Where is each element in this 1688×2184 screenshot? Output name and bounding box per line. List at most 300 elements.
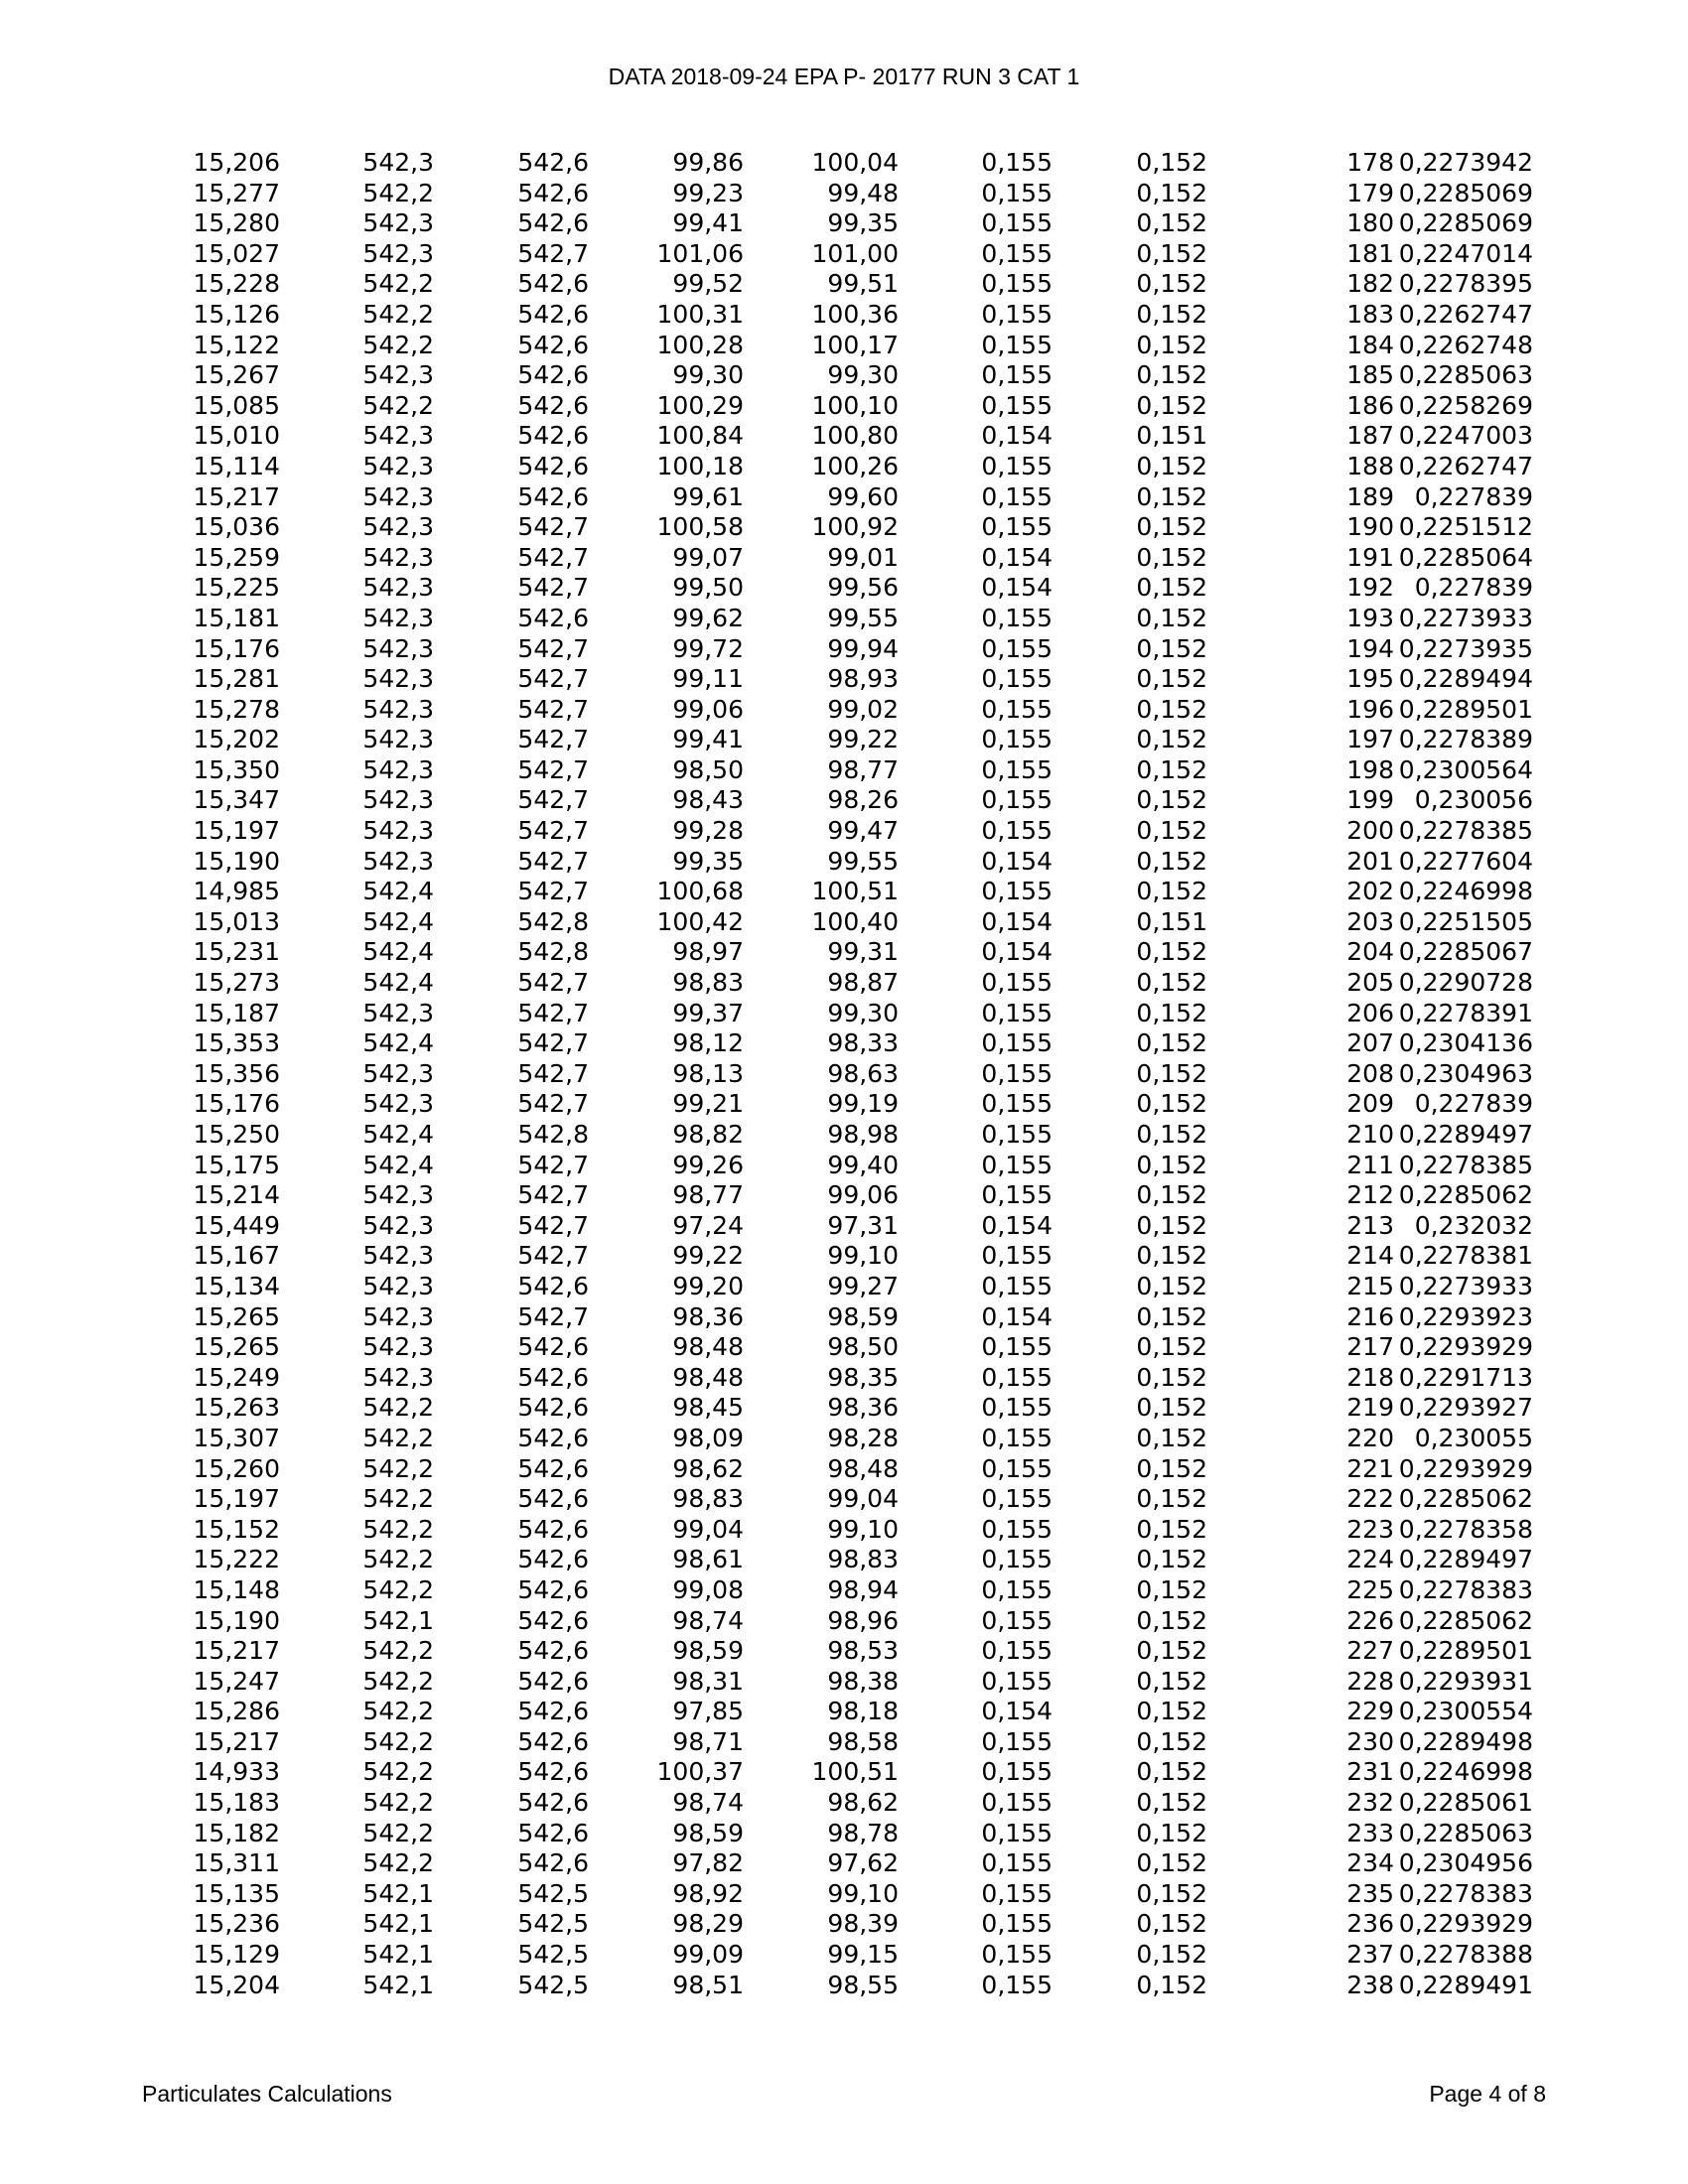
- table-cell: 0,2251505: [1398, 906, 1533, 936]
- table-cell: 0,2273935: [1398, 633, 1533, 663]
- table-cell: 100,92: [811, 512, 899, 542]
- table-cell: 0,152: [1136, 1574, 1207, 1604]
- table-cell: 99,21: [672, 1089, 744, 1119]
- table-cell: 99,22: [672, 1241, 744, 1271]
- table-cell: 15,134: [193, 1271, 280, 1300]
- table-cell: 98,96: [827, 1605, 899, 1635]
- table-cell: 0,2285062: [1398, 1484, 1533, 1514]
- table-cell: 542,1: [362, 1970, 434, 1999]
- table-cell: 98,92: [672, 1878, 744, 1908]
- table-cell: 0,152: [1136, 816, 1207, 846]
- table-cell: 189: [1346, 481, 1394, 511]
- table-cell: 0,155: [981, 1028, 1053, 1058]
- table-cell: 0,2247003: [1398, 421, 1533, 451]
- table-cell: 542,3: [362, 481, 434, 511]
- table-cell: 542,6: [517, 1514, 589, 1544]
- table-cell: 542,3: [362, 573, 434, 603]
- table-cell: 0,155: [981, 1423, 1053, 1452]
- table-cell: 542,7: [517, 785, 589, 815]
- table-cell: 0,152: [1136, 299, 1207, 329]
- table-cell: 99,61: [672, 481, 744, 511]
- table-cell: 214: [1346, 1241, 1394, 1271]
- table-cell: 99,40: [827, 1150, 899, 1179]
- table-cell: 0,155: [981, 1453, 1053, 1483]
- table-cell: 98,09: [672, 1423, 744, 1452]
- table-cell: 99,62: [672, 603, 744, 632]
- table-cell: 0,152: [1136, 1423, 1207, 1452]
- table-cell: 542,6: [517, 1453, 589, 1483]
- table-cell: 99,22: [827, 725, 899, 754]
- table-cell: 542,3: [362, 1332, 434, 1362]
- table-row: [185, 999, 1533, 1029]
- table-cell: 15,347: [193, 785, 280, 815]
- table-row: [185, 1636, 1533, 1667]
- table-cell: 0,2258269: [1398, 390, 1533, 420]
- table-cell: 0,2278383: [1398, 1574, 1533, 1604]
- table-row: [185, 968, 1533, 999]
- table-cell: 0,152: [1136, 1058, 1207, 1088]
- table-cell: 98,98: [827, 1120, 899, 1149]
- table-cell: 15,176: [193, 1089, 280, 1119]
- table-cell: 187: [1346, 421, 1394, 451]
- table-row: [185, 1788, 1533, 1819]
- table-cell: 542,4: [362, 968, 434, 998]
- table-row: [185, 877, 1533, 907]
- table-cell: 197: [1346, 725, 1394, 754]
- table-cell: 99,28: [672, 816, 744, 846]
- table-cell: 542,7: [517, 846, 589, 876]
- table-row: [185, 1606, 1533, 1637]
- table-cell: 15,260: [193, 1453, 280, 1483]
- table-cell: 220: [1346, 1423, 1394, 1452]
- table-cell: 542,2: [362, 1726, 434, 1756]
- table-cell: 215: [1346, 1271, 1394, 1300]
- table-cell: 0,2247014: [1398, 238, 1533, 268]
- table-cell: 0,152: [1136, 1514, 1207, 1544]
- table-cell: 99,04: [672, 1514, 744, 1544]
- table-row: [185, 847, 1533, 878]
- table-cell: 0,155: [981, 1574, 1053, 1604]
- table-cell: 0,155: [981, 998, 1053, 1027]
- table-cell: 98,63: [827, 1058, 899, 1088]
- table-cell: 15,259: [193, 542, 280, 572]
- table-cell: 0,155: [981, 785, 1053, 815]
- table-cell: 98,36: [827, 1393, 899, 1423]
- table-cell: 542,3: [362, 603, 434, 632]
- table-cell: 542,3: [362, 1180, 434, 1210]
- table-cell: 0,154: [981, 1210, 1053, 1240]
- table-cell: 224: [1346, 1545, 1394, 1574]
- table-cell: 207: [1346, 1028, 1394, 1058]
- table-cell: 99,30: [827, 998, 899, 1027]
- table-cell: 0,2278389: [1398, 725, 1533, 754]
- table-cell: 0,152: [1136, 512, 1207, 542]
- table-cell: 99,10: [827, 1878, 899, 1908]
- table-cell: 199: [1346, 785, 1394, 815]
- table-cell: 15,187: [193, 998, 280, 1027]
- table-cell: 223: [1346, 1514, 1394, 1544]
- table-cell: 0,152: [1136, 390, 1207, 420]
- table-cell: 542,7: [517, 998, 589, 1027]
- table-row: [185, 1697, 1533, 1727]
- table-cell: 0,152: [1136, 330, 1207, 359]
- table-cell: 542,2: [362, 1818, 434, 1847]
- table-cell: 542,7: [517, 542, 589, 572]
- table-cell: 217: [1346, 1332, 1394, 1362]
- table-cell: 542,7: [517, 1180, 589, 1210]
- table-cell: 542,7: [517, 1058, 589, 1088]
- table-cell: 15,353: [193, 1028, 280, 1058]
- table-row: [185, 1545, 1533, 1575]
- table-cell: 0,2289501: [1398, 1636, 1533, 1666]
- table-cell: 0,155: [981, 299, 1053, 329]
- table-row: [185, 1819, 1533, 1849]
- table-cell: 0,155: [981, 664, 1053, 694]
- table-cell: 0,2273933: [1398, 1271, 1533, 1300]
- table-row: [185, 1454, 1533, 1485]
- table-cell: 0,155: [981, 1878, 1053, 1908]
- table-cell: 98,77: [672, 1180, 744, 1210]
- table-cell: 0,152: [1136, 633, 1207, 663]
- table-cell: 0,152: [1136, 754, 1207, 784]
- table-cell: 0,2293929: [1398, 1909, 1533, 1939]
- table-cell: 190: [1346, 512, 1394, 542]
- table-cell: 180: [1346, 208, 1394, 238]
- table-cell: 0,2285069: [1398, 178, 1533, 207]
- table-cell: 14,933: [193, 1757, 280, 1787]
- table-cell: 542,7: [517, 968, 589, 998]
- table-cell: 99,35: [672, 846, 744, 876]
- table-cell: 15,214: [193, 1180, 280, 1210]
- table-cell: 542,3: [362, 816, 434, 846]
- table-cell: 100,40: [811, 906, 899, 936]
- table-cell: 0,154: [981, 573, 1053, 603]
- table-cell: 0,152: [1136, 481, 1207, 511]
- table-row: [185, 208, 1533, 239]
- table-cell: 0,2278395: [1398, 269, 1533, 299]
- table-cell: 0,152: [1136, 1120, 1207, 1149]
- table-cell: 194: [1346, 633, 1394, 663]
- table-cell: 0,155: [981, 1848, 1053, 1878]
- data-table-body: [185, 148, 1533, 2000]
- table-cell: 99,55: [827, 603, 899, 632]
- table-cell: 100,80: [811, 421, 899, 451]
- table-cell: 0,155: [981, 1970, 1053, 1999]
- table-cell: 542,6: [517, 1788, 589, 1818]
- table-cell: 196: [1346, 694, 1394, 724]
- table-cell: 542,2: [362, 1848, 434, 1878]
- table-cell: 0,151: [1136, 421, 1207, 451]
- table-cell: 0,155: [981, 1241, 1053, 1271]
- table-cell: 98,26: [827, 785, 899, 815]
- table-cell: 15,202: [193, 725, 280, 754]
- table-cell: 99,52: [672, 269, 744, 299]
- table-cell: 0,152: [1136, 269, 1207, 299]
- table-cell: 98,50: [827, 1332, 899, 1362]
- table-cell: 181: [1346, 238, 1394, 268]
- table-cell: 542,7: [517, 1028, 589, 1058]
- table-cell: 15,217: [193, 1636, 280, 1666]
- table-cell: 100,42: [656, 906, 744, 936]
- table-cell: 188: [1346, 451, 1394, 480]
- table-row: [185, 331, 1533, 361]
- table-cell: 0,152: [1136, 1636, 1207, 1666]
- table-row: [185, 1028, 1533, 1059]
- table-cell: 542,6: [517, 481, 589, 511]
- table-cell: 98,58: [827, 1726, 899, 1756]
- table-cell: 0,2289497: [1398, 1120, 1533, 1149]
- table-cell: 542,6: [517, 451, 589, 480]
- footer-page-number: Page 4 of 8: [1429, 2081, 1546, 2107]
- table-row: [185, 1940, 1533, 1971]
- table-cell: 192: [1346, 573, 1394, 603]
- table-cell: 0,2290728: [1398, 968, 1533, 998]
- table-cell: 225: [1346, 1574, 1394, 1604]
- table-cell: 15,311: [193, 1848, 280, 1878]
- table-cell: 0,155: [981, 1089, 1053, 1119]
- table-cell: 99,37: [672, 998, 744, 1027]
- table-row: [185, 725, 1533, 755]
- table-cell: 0,155: [981, 481, 1053, 511]
- table-cell: 542,6: [517, 1362, 589, 1392]
- table-cell: 0,2304956: [1398, 1848, 1533, 1878]
- table-cell: 15,273: [193, 968, 280, 998]
- table-cell: 15,286: [193, 1697, 280, 1726]
- table-cell: 542,3: [362, 1058, 434, 1088]
- table-cell: 542,6: [517, 1332, 589, 1362]
- table-cell: 0,155: [981, 1757, 1053, 1787]
- table-cell: 186: [1346, 390, 1394, 420]
- table-cell: 0,2285064: [1398, 542, 1533, 572]
- table-cell: 98,94: [827, 1574, 899, 1604]
- table-cell: 0,2285069: [1398, 208, 1533, 238]
- table-cell: 98,51: [672, 1970, 744, 1999]
- table-cell: 542,3: [362, 633, 434, 663]
- table-cell: 101,00: [811, 238, 899, 268]
- table-cell: 203: [1346, 906, 1394, 936]
- table-cell: 0,155: [981, 1271, 1053, 1300]
- table-cell: 201: [1346, 846, 1394, 876]
- table-cell: 542,5: [517, 1878, 589, 1908]
- table-row: [185, 816, 1533, 847]
- table-cell: 542,6: [517, 421, 589, 451]
- table-cell: 98,48: [827, 1453, 899, 1483]
- table-cell: 0,152: [1136, 1150, 1207, 1179]
- table-cell: 0,2289491: [1398, 1970, 1533, 1999]
- table-cell: 15,222: [193, 1545, 280, 1574]
- table-cell: 99,26: [672, 1150, 744, 1179]
- table-cell: 542,7: [517, 694, 589, 724]
- table-row: [185, 1059, 1533, 1090]
- table-cell: 99,20: [672, 1271, 744, 1300]
- table-cell: 98,93: [827, 664, 899, 694]
- table-cell: 0,2277604: [1398, 846, 1533, 876]
- table-cell: 0,151: [1136, 906, 1207, 936]
- table-cell: 98,18: [827, 1697, 899, 1726]
- table-cell: 100,28: [656, 330, 744, 359]
- table-cell: 15,263: [193, 1393, 280, 1423]
- table-cell: 0,152: [1136, 877, 1207, 906]
- table-row: [185, 1575, 1533, 1606]
- table-row: [185, 1879, 1533, 1910]
- table-cell: 99,47: [827, 816, 899, 846]
- table-cell: 0,155: [981, 603, 1053, 632]
- table-cell: 542,7: [517, 1241, 589, 1271]
- table-cell: 542,3: [362, 421, 434, 451]
- table-cell: 0,152: [1136, 603, 1207, 632]
- table-row: [185, 785, 1533, 816]
- table-row: [185, 1272, 1533, 1302]
- table-cell: 98,74: [672, 1605, 744, 1635]
- table-cell: 0,152: [1136, 998, 1207, 1027]
- table-cell: 0,152: [1136, 1241, 1207, 1271]
- table-row: [185, 1302, 1533, 1333]
- table-cell: 237: [1346, 1940, 1394, 1970]
- table-cell: 542,7: [517, 573, 589, 603]
- table-cell: 213: [1346, 1210, 1394, 1240]
- table-cell: 542,1: [362, 1605, 434, 1635]
- table-cell: 99,07: [672, 542, 744, 572]
- table-cell: 100,51: [811, 1757, 899, 1787]
- table-cell: 191: [1346, 542, 1394, 572]
- table-cell: 0,155: [981, 1788, 1053, 1818]
- table-cell: 542,6: [517, 1605, 589, 1635]
- table-cell: 200: [1346, 816, 1394, 846]
- table-row: [185, 907, 1533, 938]
- table-cell: 542,3: [362, 1241, 434, 1271]
- table-cell: 542,4: [362, 1120, 434, 1149]
- table-cell: 0,152: [1136, 542, 1207, 572]
- table-cell: 542,6: [517, 1818, 589, 1847]
- table-cell: 542,6: [517, 1757, 589, 1787]
- table-cell: 99,94: [827, 633, 899, 663]
- table-cell: 542,3: [362, 1362, 434, 1392]
- table-cell: 15,247: [193, 1666, 280, 1696]
- table-cell: 15,204: [193, 1970, 280, 1999]
- table-cell: 98,12: [672, 1028, 744, 1058]
- table-cell: 542,8: [517, 906, 589, 936]
- table-cell: 15,206: [193, 148, 280, 177]
- table-cell: 542,6: [517, 1666, 589, 1696]
- table-cell: 15,085: [193, 390, 280, 420]
- table-cell: 0,2278385: [1398, 816, 1533, 846]
- table-cell: 100,26: [811, 451, 899, 480]
- table-cell: 542,6: [517, 1271, 589, 1300]
- table-cell: 542,3: [362, 238, 434, 268]
- table-cell: 0,152: [1136, 846, 1207, 876]
- table-cell: 0,2300554: [1398, 1697, 1533, 1726]
- table-cell: 238: [1346, 1970, 1394, 1999]
- table-cell: 15,183: [193, 1788, 280, 1818]
- table-cell: 99,30: [827, 360, 899, 390]
- table-cell: 0,155: [981, 1636, 1053, 1666]
- table-cell: 15,350: [193, 754, 280, 784]
- table-cell: 542,7: [517, 1210, 589, 1240]
- table-cell: 98,35: [827, 1362, 899, 1392]
- table-cell: 98,13: [672, 1058, 744, 1088]
- table-cell: 100,18: [656, 451, 744, 480]
- table-row: [185, 1089, 1533, 1120]
- table-cell: 15,190: [193, 846, 280, 876]
- table-cell: 542,2: [362, 330, 434, 359]
- table-cell: 0,152: [1136, 208, 1207, 238]
- table-cell: 100,51: [811, 877, 899, 906]
- table-cell: 0,152: [1136, 238, 1207, 268]
- table-cell: 204: [1346, 937, 1394, 967]
- table-cell: 0,155: [981, 208, 1053, 238]
- table-cell: 185: [1346, 360, 1394, 390]
- table-row: [185, 573, 1533, 604]
- table-cell: 542,6: [517, 1848, 589, 1878]
- table-cell: 542,6: [517, 148, 589, 177]
- table-cell: 98,83: [827, 1545, 899, 1574]
- table-cell: 15,190: [193, 1605, 280, 1635]
- table-cell: 0,2246998: [1398, 1757, 1533, 1787]
- table-cell: 98,59: [672, 1636, 744, 1666]
- table-row: [185, 179, 1533, 209]
- table-cell: 99,27: [827, 1271, 899, 1300]
- table-row: [185, 543, 1533, 574]
- table-cell: 98,62: [672, 1453, 744, 1483]
- table-cell: 99,06: [672, 694, 744, 724]
- table-cell: 236: [1346, 1909, 1394, 1939]
- table-cell: 15,228: [193, 269, 280, 299]
- table-cell: 542,6: [517, 1423, 589, 1452]
- table-cell: 542,7: [517, 238, 589, 268]
- table-cell: 99,51: [827, 269, 899, 299]
- table-cell: 0,152: [1136, 573, 1207, 603]
- table-cell: 542,4: [362, 877, 434, 906]
- table-cell: 0,152: [1136, 451, 1207, 480]
- table-cell: 542,6: [517, 1574, 589, 1604]
- table-cell: 542,7: [517, 1089, 589, 1119]
- table-cell: 0,152: [1136, 178, 1207, 207]
- table-cell: 99,10: [827, 1241, 899, 1271]
- table-cell: 99,11: [672, 664, 744, 694]
- table-cell: 98,97: [672, 937, 744, 967]
- table-cell: 542,6: [517, 1636, 589, 1666]
- table-cell: 15,225: [193, 573, 280, 603]
- table-cell: 0,227839: [1414, 573, 1533, 603]
- table-cell: 0,154: [981, 1697, 1053, 1726]
- table-cell: 0,152: [1136, 694, 1207, 724]
- table-cell: 542,2: [362, 299, 434, 329]
- table-cell: 98,53: [827, 1636, 899, 1666]
- table-cell: 0,2304963: [1398, 1058, 1533, 1088]
- table-cell: 542,6: [517, 208, 589, 238]
- table-cell: 542,5: [517, 1970, 589, 1999]
- table-cell: 542,2: [362, 1697, 434, 1726]
- table-cell: 99,72: [672, 633, 744, 663]
- table-cell: 98,61: [672, 1545, 744, 1574]
- table-cell: 100,31: [656, 299, 744, 329]
- table-cell: 15,175: [193, 1150, 280, 1179]
- table-cell: 0,152: [1136, 968, 1207, 998]
- table-cell: 15,231: [193, 937, 280, 967]
- table-cell: 542,1: [362, 1940, 434, 1970]
- table-cell: 15,135: [193, 1878, 280, 1908]
- table-cell: 0,152: [1136, 1210, 1207, 1240]
- table-cell: 0,155: [981, 330, 1053, 359]
- table-cell: 542,6: [517, 330, 589, 359]
- table-cell: 0,2293929: [1398, 1453, 1533, 1483]
- table-cell: 0,155: [981, 725, 1053, 754]
- table-cell: 0,155: [981, 1545, 1053, 1574]
- table-cell: 542,6: [517, 1697, 589, 1726]
- table-cell: 232: [1346, 1788, 1394, 1818]
- table-cell: 542,3: [362, 846, 434, 876]
- table-cell: 15,250: [193, 1120, 280, 1149]
